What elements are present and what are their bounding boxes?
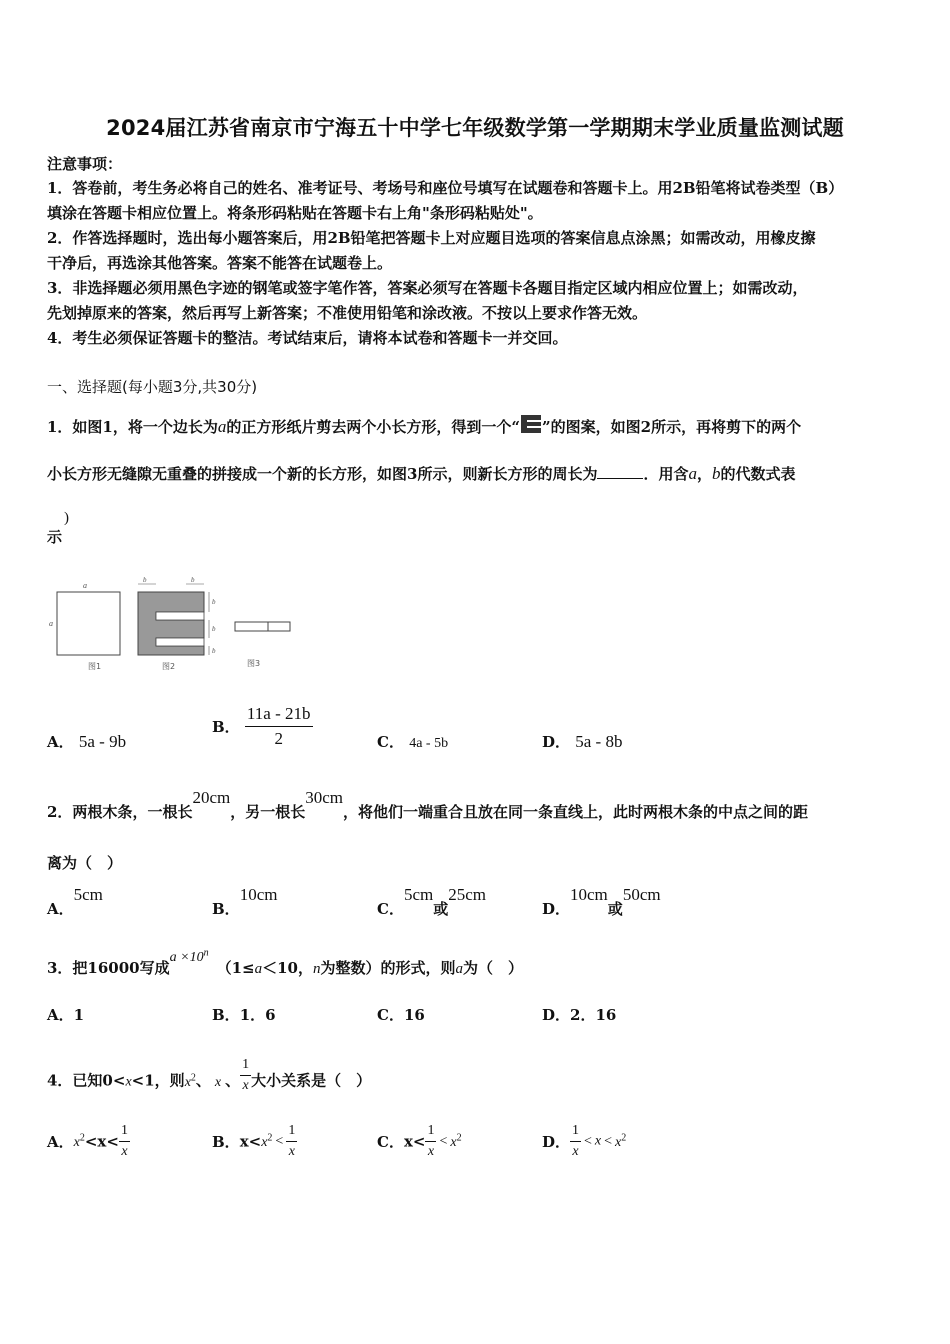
fig1-caption: 图1 <box>88 662 102 671</box>
q2-option-a[interactable]: A．5cm <box>47 885 103 918</box>
notice-line-5: 3．非选择题必须用黑色字迹的钢笔或签字笔作答，答案必须写在答题卡各题目指定区域内相应位置上；如需改动， <box>47 279 808 297</box>
svg-text:b: b <box>191 576 195 584</box>
q1-option-d[interactable]: D． 5a - 8b <box>542 732 623 751</box>
q1-line-3: 示 <box>47 528 63 546</box>
q3-option-d[interactable]: D．2．16 <box>542 1006 617 1024</box>
q1-option-b[interactable]: B． $\frac{11a - 21b}{2}$ <box>212 704 311 748</box>
section-heading: 一、选择题(每小题3分,共30分) <box>47 378 258 396</box>
page-title: 2024届江苏省南京市宁海五十中学七年级数学第一学期期末学业质量监测试题 <box>106 116 844 140</box>
fig2-caption: 图2 <box>162 662 176 671</box>
q2-option-c[interactable]: C．5cm或25cm <box>377 885 487 918</box>
svg-text:b: b <box>212 647 216 655</box>
q2-option-b[interactable]: B．10cm <box>212 885 278 918</box>
q1-figures <box>46 570 306 674</box>
q1-line-2: 小长方形无缝隙无重叠的拼接成一个新的长方形，如图3所示，则新长方形的周长为 ．用含a，b的代数式表 <box>47 464 796 483</box>
svg-text:b: b <box>212 625 216 633</box>
q1-option-a[interactable]: A． 5a - 9b <box>47 732 127 751</box>
q3-option-c[interactable]: C．16 <box>377 1006 425 1024</box>
q1-paren: ) <box>64 510 69 526</box>
q2-line-1: 2．两根木条，一根长20cm，另一根长30cm，将他们一端重合且放在同一条直线上，此时两根木条的中点之间的距 <box>47 788 809 821</box>
notice-heading: 注意事项： <box>47 155 123 173</box>
notice-line-3: 2．作答选择题时，选出每小题答案后，用2B铅笔把答题卡上对应题目选项的答案信息点涂黑；如需改动，用橡皮擦 <box>47 229 816 247</box>
answer-blank <box>597 464 643 479</box>
fig1-label-a-left: a <box>49 619 53 628</box>
q4-option-a[interactable]: A．$x^2<x<$ $\frac{1}{x}$ <box>47 1123 128 1159</box>
q4-option-d[interactable]: D． $\frac{1}{x}$ < $x < x^2$ <box>542 1123 627 1159</box>
q1-option-c[interactable]: C． 4a - 5b <box>377 733 449 751</box>
fig3-rectangle <box>235 622 290 631</box>
notice-line-1: 1．答卷前，考生务必将自己的姓名、准考证号、考场号和座位号填写在试题卷和答题卡上。用2B铅笔将试卷类型（B） <box>47 179 844 197</box>
notice-line-7: 4．考生必须保证答题卡的整洁。考试结束后，请将本试卷和答题卡一并交回。 <box>47 329 568 347</box>
notice-line-6: 先划掉原来的答案，然后再写上新答案；不准使用铅笔和涂改液。不按以上要求作答无效。 <box>47 304 648 322</box>
q4-line: 4．已知0<x<1，则$x^2$、 x 、 $\frac{1}{x}$ 大小关系是（ ） <box>47 1057 372 1093</box>
notice-line-4: 干净后，再选涂其他答案。答案不能答在试题卷上。 <box>47 254 393 272</box>
svg-text:b: b <box>143 576 147 584</box>
fig3-caption: 图3 <box>247 659 261 668</box>
e-shape-icon <box>520 414 542 438</box>
q2-option-d[interactable]: D．10cm或50cm <box>542 885 661 918</box>
q4-option-b[interactable]: B．$x<x^2$ < $\frac{1}{x}$ <box>212 1123 296 1159</box>
fig1-label-a-top: a <box>83 581 87 590</box>
fig1-square <box>57 592 120 655</box>
q3-option-b[interactable]: B．1．6 <box>212 1006 276 1024</box>
q3-line: 3．把16000写成$a \times 10^n(1\le a<10$，n为整数）的形式，则a为（ ） <box>47 947 523 977</box>
q4-option-c[interactable]: C．x< $\frac{1}{x}$ < $x^2$ <box>377 1123 462 1159</box>
svg-text:b: b <box>212 598 216 606</box>
q2-line-2: 离为（ ） <box>47 854 123 872</box>
notice-line-2: 填涂在答题卡相应位置上。将条形码粘贴在答题卡右上角"条形码粘贴处"。 <box>47 204 543 222</box>
q3-option-a[interactable]: A．1 <box>47 1006 85 1024</box>
q1-line-1: 1．如图1，将一个边长为a的正方形纸片剪去两个小长方形，得到一个“ ”的图案，如图2所示，再将剪下的两个 <box>47 414 801 438</box>
